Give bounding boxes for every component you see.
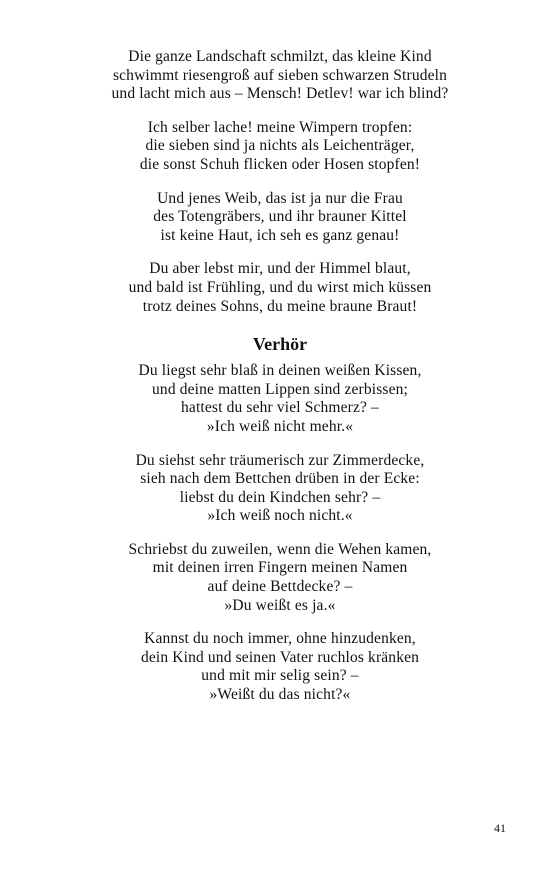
verse-line: Und jenes Weib, das ist ja nur die Frau [157, 189, 403, 207]
verse-line: die sonst Schuh flicken oder Hosen stopfen! [139, 155, 421, 173]
verse-line: Kannst du noch immer, ohne hinzudenken, [144, 630, 416, 648]
stanza [0, 260, 550, 316]
verse-line: mit deinen irren Fingern meinen Namen [152, 559, 408, 577]
verse-line: »Ich weiß nicht mehr.« [206, 417, 354, 435]
verse-line: Schriebst du zuweilen, wenn die Wehen kamen, [128, 540, 432, 558]
verse-line: dein Kind und seinen Vater ruchlos kränken [140, 648, 420, 666]
verse-line: und deine matten Lippen sind zerbissen; [152, 380, 408, 398]
verse-line: Du aber lebst mir, und der Himmel blaut, [149, 260, 411, 278]
verse-line: liebst du dein Kindchen sehr? – [179, 488, 381, 506]
verse-line: Die ganze Landschaft schmilzt, das kleine Kind [128, 48, 432, 65]
stanza [0, 541, 550, 615]
verse-line: sieh nach dem Bettchen drüben in der Ecke: [140, 470, 420, 488]
stanza [0, 362, 550, 436]
verse-line: »Ich weiß noch nicht.« [207, 507, 353, 525]
book-page [0, 48, 550, 720]
verse-line: hattest du sehr viel Schmerz? – [181, 399, 379, 417]
verse-line: und mit mir selig sein? – [201, 667, 359, 685]
verse-line: auf deine Bettdecke? – [207, 578, 353, 596]
verse-line: die sieben sind ja nichts als Leichenträger, [145, 137, 415, 155]
poem-title: Verhör [252, 334, 308, 355]
stanza [0, 48, 550, 104]
verse-line: »Du weißt es ja.« [224, 596, 336, 614]
verse-line: und lacht mich aus – Mensch! Detlev! war ich blind? [111, 85, 449, 103]
verse-line: »Weißt du das nicht?« [209, 686, 351, 704]
page-number: 41 [494, 821, 506, 835]
verse-line: schwimmt riesengroß auf sieben schwarzen Strudeln [112, 66, 448, 84]
stanza [0, 119, 550, 175]
stanza [0, 630, 550, 704]
verse-line: und bald ist Frühling, und du wirst mich küssen [128, 278, 432, 296]
stanza [0, 190, 550, 246]
stanza [0, 452, 550, 526]
verse-line: trotz deines Sohns, du meine braune Braut! [142, 297, 418, 315]
verse-line: Du liegst sehr blaß in deinen weißen Kissen, [138, 362, 422, 380]
verse-line: ist keine Haut, ich seh es ganz genau! [160, 226, 400, 244]
verse-line: Du siehst sehr träumerisch zur Zimmerdecke, [135, 451, 425, 469]
verse-line: Ich selber lache! meine Wimpern tropfen: [147, 118, 413, 136]
verse-line: des Totengräbers, und ihr brauner Kittel [153, 208, 407, 226]
